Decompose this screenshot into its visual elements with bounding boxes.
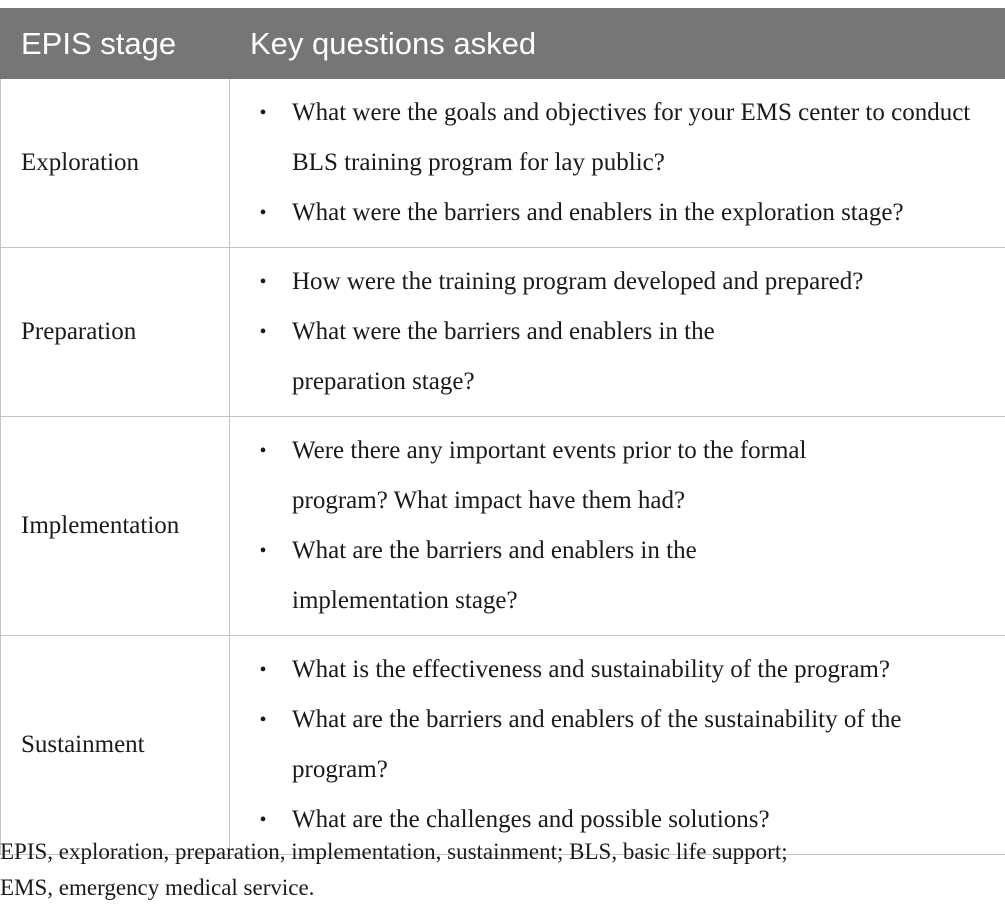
questions-cell — [230, 79, 1005, 248]
questions-cell — [230, 636, 1005, 855]
footnote-line: EMS, emergency medical service. — [0, 875, 315, 900]
header-key-questions: Key questions asked — [230, 9, 1005, 79]
list-item — [250, 257, 995, 307]
question-list — [250, 257, 995, 407]
question-text: Were there any important events prior to the formal program? What impact have them had? — [292, 437, 807, 514]
list-item — [250, 695, 995, 795]
list-item — [250, 307, 995, 407]
list-item — [250, 88, 995, 188]
header-epis-stage: EPIS stage — [1, 9, 230, 79]
question-text: What is the effectiveness and sustainability of the program? — [292, 656, 890, 683]
stage-cell: Preparation — [1, 248, 230, 417]
question-list — [250, 645, 995, 845]
footnote-line: EPIS, exploration, preparation, implementation, sustainment; BLS, basic life support; — [0, 839, 788, 864]
stage-cell: Exploration — [1, 79, 230, 248]
bullet-icon: • — [259, 271, 267, 293]
question-text: What are the barriers and enablers of the sustainability of the program? — [292, 706, 902, 783]
table-row — [1, 248, 1005, 417]
question-text: What were the barriers and enablers in the preparation stage? — [292, 318, 715, 395]
question-text: What were the goals and objectives for your EMS center to conduct BLS training program for lay public? — [292, 99, 971, 176]
bullet-icon: • — [259, 709, 267, 731]
bullet-icon: • — [259, 809, 267, 831]
table-footnote — [0, 834, 1000, 906]
bullet-icon: • — [259, 540, 267, 562]
question-text: What were the barriers and enablers in the exploration stage? — [292, 199, 904, 226]
bullet-icon: • — [259, 440, 267, 462]
table-row — [1, 636, 1005, 855]
list-item — [250, 645, 995, 695]
stage-cell: Implementation — [1, 417, 230, 636]
list-item — [250, 188, 995, 238]
epis-questions-table — [0, 8, 1005, 855]
question-list — [250, 88, 995, 238]
bullet-icon: • — [259, 321, 267, 343]
list-item — [250, 426, 995, 526]
list-item — [250, 526, 995, 626]
question-text: How were the training program developed and prepared? — [292, 268, 864, 295]
table-row — [1, 417, 1005, 636]
bullet-icon: • — [259, 659, 267, 681]
epis-table-container — [0, 8, 1005, 855]
questions-cell — [230, 417, 1005, 636]
questions-cell — [230, 248, 1005, 417]
bullet-icon: • — [259, 102, 267, 124]
question-text: What are the barriers and enablers in the implementation stage? — [292, 537, 697, 614]
table-header-row — [1, 9, 1005, 79]
bullet-icon: • — [259, 202, 267, 224]
question-text: What are the challenges and possible solutions? — [292, 806, 770, 833]
question-list — [250, 426, 995, 626]
stage-cell: Sustainment — [1, 636, 230, 855]
table-row — [1, 79, 1005, 248]
